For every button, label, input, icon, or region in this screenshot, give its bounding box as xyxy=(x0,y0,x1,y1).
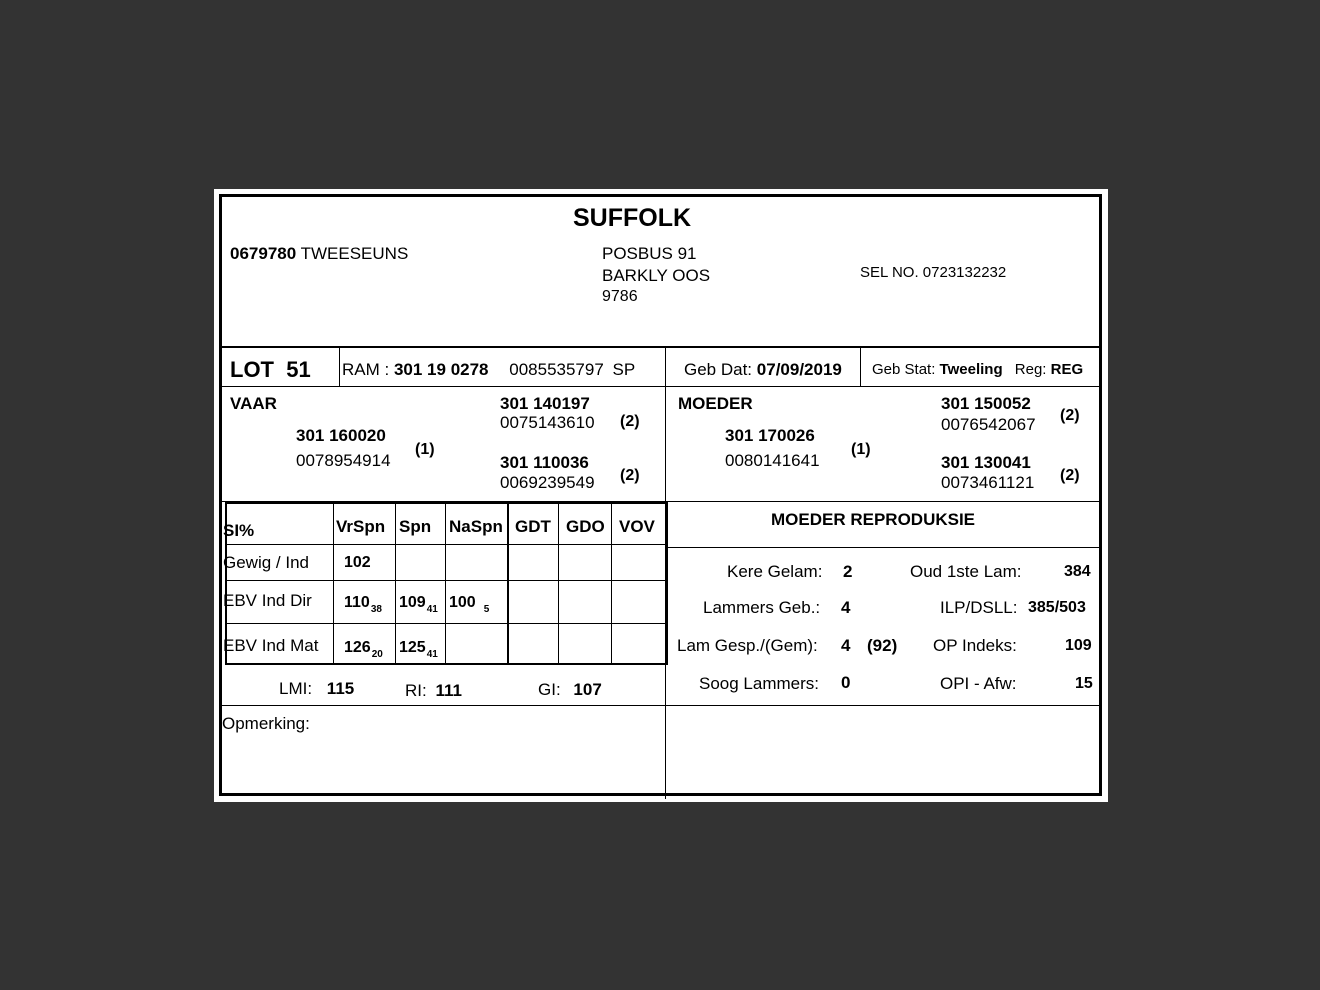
row-label-ebv-dir: EBV Ind Dir xyxy=(223,591,312,610)
dam-label: MOEDER xyxy=(678,394,753,413)
cell-number: SEL NO. 0723132232 xyxy=(860,264,1007,281)
breeder-code: 0679780 xyxy=(230,244,297,263)
col-naspn: NaSpn xyxy=(449,517,503,536)
birth-status xyxy=(872,361,1083,378)
oud-value: 384 xyxy=(1064,563,1091,580)
ilp-value: 385/503 xyxy=(1028,599,1086,616)
sire-dam-grade: (2) xyxy=(620,467,640,484)
gi-label: GI: xyxy=(538,680,561,699)
ebv-dir-naspn xyxy=(449,594,489,615)
sire-sire-id: 301 140197 xyxy=(500,394,590,413)
soog-label: Soog Lammers: xyxy=(699,674,819,693)
dam-sire-reg: 0076542067 xyxy=(941,415,1036,434)
count: 20 xyxy=(371,649,383,660)
dam-id: 301 170026 xyxy=(725,426,815,445)
divider xyxy=(227,544,666,545)
sire-label: VAAR xyxy=(230,394,277,413)
divider xyxy=(333,504,334,663)
dam-dam-id: 301 130041 xyxy=(941,453,1031,472)
sire-sire-reg: 0075143610 xyxy=(500,413,595,432)
row-label-ebv-mat: EBV Ind Mat xyxy=(223,636,319,655)
birth-status-label: Geb Stat: xyxy=(872,361,936,378)
divider xyxy=(227,580,666,581)
divider xyxy=(227,623,666,624)
count: 5 xyxy=(483,604,490,615)
divider xyxy=(222,705,1099,706)
birth-date xyxy=(684,360,842,380)
count: 41 xyxy=(426,604,438,615)
row-label-gewig: Gewig / Ind xyxy=(223,553,309,572)
ram-info xyxy=(342,360,635,380)
kere-gelam-value: 2 xyxy=(843,562,853,581)
lot-label: LOT xyxy=(230,357,274,382)
divider xyxy=(445,504,446,663)
col-spn: Spn xyxy=(399,517,432,536)
sire-grade: (1) xyxy=(415,441,435,458)
address-line-1: POSBUS 91 xyxy=(602,244,697,263)
divider xyxy=(860,347,861,386)
lot-card xyxy=(214,189,1108,802)
ram-id: 301 19 0278 xyxy=(393,360,489,379)
lammers-geb-label: Lammers Geb.: xyxy=(703,598,821,617)
divider xyxy=(222,346,1099,348)
divider xyxy=(395,504,396,663)
reg-label: Reg: xyxy=(1014,361,1047,378)
value: 126 xyxy=(344,639,371,656)
card-frame xyxy=(219,194,1102,796)
divider xyxy=(222,386,1099,387)
lmi-label: LMI: xyxy=(279,679,313,698)
lot-number xyxy=(230,357,311,383)
lam-gem-value: (92) xyxy=(867,636,898,655)
col-vov: VOV xyxy=(619,517,655,536)
gi xyxy=(538,680,602,700)
op-value: 109 xyxy=(1065,637,1092,654)
dam-dam-grade: (2) xyxy=(1060,467,1080,484)
opi-label: OPI - Afw: xyxy=(940,674,1017,693)
reg-value: REG xyxy=(1050,361,1084,378)
divider xyxy=(507,504,509,663)
divider xyxy=(558,504,559,663)
sire-dam-reg: 0069239549 xyxy=(500,473,595,492)
op-label: OP Indeks: xyxy=(933,636,1017,655)
ram-suffix: SP xyxy=(612,360,636,379)
sire-dam-id: 301 110036 xyxy=(500,453,589,472)
col-vrspn: VrSpn xyxy=(336,517,386,536)
ilp-label: ILP/DSLL: xyxy=(940,598,1018,617)
value: 125 xyxy=(399,639,426,656)
count: 38 xyxy=(370,604,382,615)
ebv-mat-vrspn xyxy=(344,639,383,660)
soog-value: 0 xyxy=(841,673,851,692)
sire-sire-grade: (2) xyxy=(620,413,640,430)
value: 100 xyxy=(449,594,476,611)
ebv-dir-spn xyxy=(399,594,438,615)
ram-reg: 0085535797 xyxy=(509,360,604,379)
lammers-geb-value: 4 xyxy=(841,598,851,617)
dam-grade: (1) xyxy=(851,441,871,458)
ebv-dir-vrspn xyxy=(344,594,382,615)
breeder xyxy=(230,244,408,264)
lam-gesp-value: 4 xyxy=(841,636,851,655)
divider xyxy=(666,547,1099,548)
gi-value: 107 xyxy=(573,680,602,699)
birth-status-value: Tweeling xyxy=(939,361,1003,378)
lam-gesp-label: Lam Gesp./(Gem): xyxy=(677,636,818,655)
birth-value: 07/09/2019 xyxy=(756,360,842,379)
gewig-vrspn: 102 xyxy=(344,554,371,571)
divider xyxy=(611,504,612,663)
ebv-mat-spn xyxy=(399,639,438,660)
sire-id: 301 160020 xyxy=(296,426,386,445)
col-gdo: GDO xyxy=(566,517,605,536)
address-line-2: BARKLY OOS xyxy=(602,266,711,285)
divider xyxy=(665,347,666,386)
oud-label: Oud 1ste Lam: xyxy=(910,562,1022,581)
divider xyxy=(339,347,340,386)
ri-value: 111 xyxy=(435,681,462,700)
value: 109 xyxy=(399,594,426,611)
ri-label: RI: xyxy=(405,681,427,700)
dam-reg: 0080141641 xyxy=(725,451,820,470)
dam-sire-grade: (2) xyxy=(1060,407,1080,424)
col-gdt: GDT xyxy=(515,517,551,536)
dam-dam-reg: 0073461121 xyxy=(941,473,1035,492)
remarks-label: Opmerking: xyxy=(222,714,310,733)
reproduction-title: MOEDER REPRODUKSIE xyxy=(771,510,976,529)
lmi-value: 115 xyxy=(326,679,355,698)
ram-label: RAM : xyxy=(342,360,390,379)
lmi xyxy=(279,679,354,699)
breeder-name: TWEESEUNS xyxy=(300,244,409,263)
sire-reg: 0078954914 xyxy=(296,451,391,470)
birth-label: Geb Dat: xyxy=(684,360,753,379)
si-percent-header: SI% xyxy=(223,521,255,540)
address-postcode: 9786 xyxy=(602,288,638,305)
value: 110 xyxy=(344,594,370,611)
kere-gelam-label: Kere Gelam: xyxy=(727,562,823,581)
breed-title: SUFFOLK xyxy=(573,204,692,232)
dam-sire-id: 301 150052 xyxy=(941,394,1031,413)
lot-value: 51 xyxy=(286,357,311,382)
ri xyxy=(405,681,462,701)
opi-value: 15 xyxy=(1075,675,1093,692)
count: 41 xyxy=(426,649,438,660)
